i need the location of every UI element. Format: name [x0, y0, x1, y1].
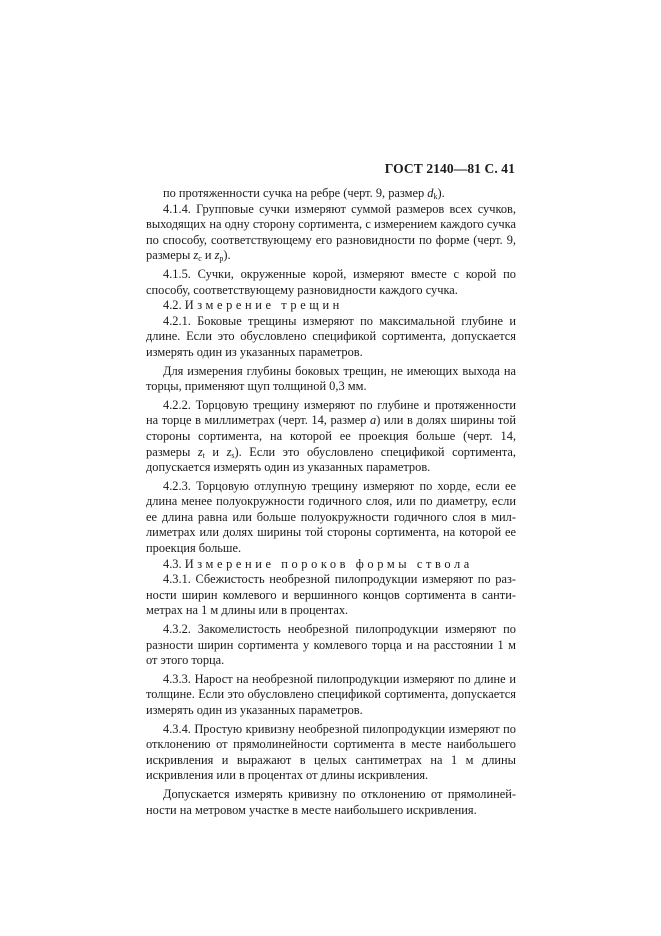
paragraph-4-2-1: 4.2.1. Боковые трещины измеряют по максимальной глубине и длине. Если это обусловлено спецификой сортимента, допускается измерять один из указанных параметров. [146, 313, 516, 359]
page-header: ГОСТ 2140—81 С. 41 [384, 161, 515, 176]
document-body [146, 186, 516, 818]
paragraph-text: 4.2.2. Торцовую трещину измеряют по глубине и протяженности на торце в миллиметрах (черт. 14, размер [146, 397, 516, 428]
variable-z: z [226, 444, 232, 459]
subscript-k: k [433, 192, 438, 201]
section-number: 4.2. [163, 298, 185, 313]
subscript-c: c [198, 254, 202, 264]
paragraph-4-1-5: 4.1.5. Сучки, окруженные корой, измеряют вместе с корой по способу, соответствующему разновидности каждого сучка. [146, 266, 516, 297]
conjunction: и [204, 444, 227, 459]
paragraph-4-2-3: 4.2.3. Торцовую отлупную трещину измеряют по хорде, если ее длина менее полуокружности годичного слоя, или по диаметру, если ее длина равна или больше полуокружности годичного слоя в миллиметрах или долях ширины той стороны сортимента, на которой ее проекция больше. [146, 478, 516, 556]
variable-z: z [197, 444, 203, 459]
variable-z: z [193, 248, 199, 263]
paragraph-text: по протяженности сучка на ребре (черт. 9, размер [163, 186, 428, 200]
paragraph-text-end: ). Если это обусловлено спецификой сортимента, допускается измерять один из указанных параметров. [146, 444, 516, 475]
paragraph-4-1-3-continuation [146, 186, 516, 202]
variable-z: z [214, 248, 220, 263]
section-title: Измерение трещин [184, 298, 343, 313]
subscript-s: s [231, 450, 235, 460]
paragraph-text-end: ). [437, 186, 445, 200]
paragraph-text: 4.1.4. Групповые сучки измеряют суммой размеров всех сучков, выходящих на одну сторону сортимента, с измерением каждого сучка по способу, соответствующему его разновидности по форме (черт. 9, размеры [146, 201, 516, 263]
section-heading-4-3 [146, 557, 516, 573]
paragraph-4-1-4 [146, 202, 516, 264]
paragraph-4-3-4: 4.3.4. Простую кривизну необрезной пилопродукции измеряют по отклонению от прямолинейности сортимента в месте наибольшего искривления и выражают в целых сантиметрах на 1 м длины искривления или в процентах от длины искривления. [146, 721, 516, 783]
paragraph-4-3-3: 4.3.3. Нарост на необрезной пилопродукции измеряют по длине и толщине. Если это обусловлено спецификой сортимента, допускается измерять один из указанных параметров. [146, 671, 516, 717]
paragraph-4-2-1-note: Для измерения глубины боковых трещин, не имеющих выхода на торцы, применяют щуп толщиной 0,3 мм. [146, 363, 516, 394]
section-number: 4.3. [163, 556, 185, 571]
variable-a: а [370, 413, 377, 428]
subscript-t: t [202, 450, 205, 460]
section-heading-4-2 [146, 298, 516, 314]
paragraph-text-end: ). [223, 248, 231, 263]
paragraph-text: ) или в долях ширины той стороны сортимента, на которой ее проекция больше (черт. 14, размеры [146, 413, 516, 459]
paragraph-4-3-2: 4.3.2. Закомелистость необрезной пилопродукции измеряют по разности ширин сортимента у комлевого торца и на расстоянии 1 м от этого торца. [146, 622, 516, 668]
section-title: Измерение пороков формы ствола [184, 556, 473, 571]
paragraph-4-2-2 [146, 398, 516, 476]
subscript-p: p [219, 254, 224, 264]
variable-d: d [427, 186, 434, 200]
paragraph-4-3-1: 4.3.1. Сбежистость необрезной пилопродукции измеряют по разности ширин комлевого и вершинного концов сортимента в сантиметрах на 1 м длины или в процентах. [146, 572, 516, 618]
conjunction: и [201, 248, 215, 263]
paragraph-4-3-4-note: Допускается измерять кривизну по отклонению от прямолинейности на метровом участке в месте наибольшего искривления. [146, 786, 516, 817]
